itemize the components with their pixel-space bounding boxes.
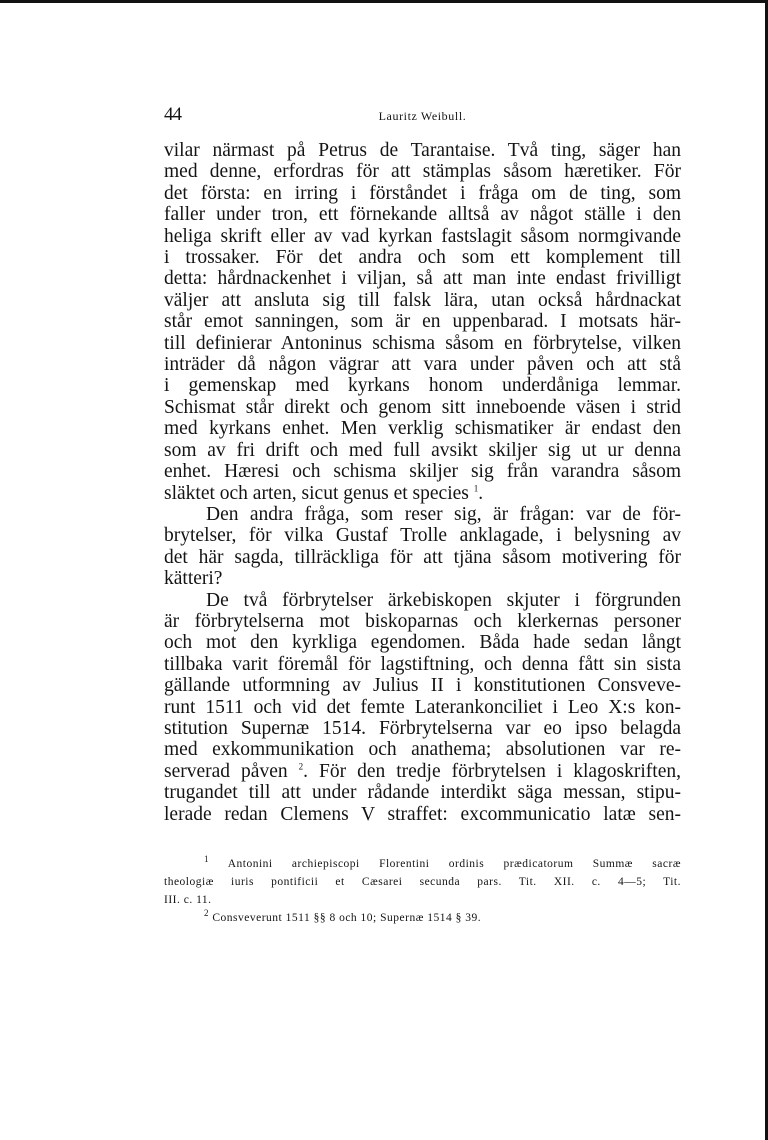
text-line: runt 1511 och vid det femte Laterankonciliet i Leo X:s kon- bbox=[164, 696, 681, 718]
footnote-reference[interactable]: 2 bbox=[298, 761, 304, 772]
text-line: med kyrkans enhet. Men verklig schismatiker är endast den bbox=[164, 418, 681, 440]
footnote-1 bbox=[164, 855, 681, 873]
text-line: står emot sanningen, som är en uppenbarad. I motsats här- bbox=[164, 311, 681, 333]
text-line: Den andra fråga, som reser sig, är frågan: var de för- bbox=[206, 503, 681, 525]
footnote-mark: 1 bbox=[204, 854, 209, 865]
paragraph-3 bbox=[164, 590, 681, 825]
footnote-2 bbox=[164, 909, 681, 927]
text-line: gällande utformning av Julius II i konstitutionen Consveve- bbox=[164, 675, 681, 697]
text-line: inträder då någon vägrar att vara under påven och att stå bbox=[164, 354, 681, 376]
text-line: lerade redan Clemens V straffet: excommunicatio latæ sen- bbox=[164, 803, 681, 825]
text-line: i trossaker. För det andra och som ett komplement till bbox=[164, 247, 681, 269]
page-frame-top bbox=[0, 0, 768, 3]
text-line: som av fri drift och med full avsikt skiljer sig ut ur denna bbox=[164, 439, 681, 461]
footnotes bbox=[164, 855, 681, 927]
page-number: 44 bbox=[164, 104, 181, 125]
text-line: det här sagda, tillräckliga för att tjäna såsom motivering för bbox=[164, 546, 681, 568]
footnote-1-line: III. c. 11. bbox=[164, 894, 212, 906]
text-line: är förbrytelserna mot biskoparnas och klerkernas personer bbox=[164, 610, 681, 632]
text-line: med denne, erfordras för att stämplas såsom hæretiker. För bbox=[164, 161, 681, 183]
text-line: tillbaka varit föremål för lagstiftning, och denna fått sin sista bbox=[164, 653, 681, 675]
footnote-text: Antonini archiepiscopi Florentini ordinis prædicatorum Summæ sacræ bbox=[227, 858, 681, 870]
paragraph-1 bbox=[164, 140, 681, 504]
text-line: och mot den kyrkliga egendomen. Båda hade sedan långt bbox=[164, 632, 681, 654]
text-line: detta: hårdnackenhet i viljan, så att man inte endast frivilligt bbox=[164, 268, 681, 290]
text-line: i gemenskap med kyrkans honom underdåniga lemmar. bbox=[164, 375, 681, 397]
text-line: heliga skrift eller av vad kyrkan fastslagit såsom normgivande bbox=[164, 225, 681, 247]
footnote-1-line: theologiæ iuris pontificii et Cæsarei secunda pars. Tit. XII. c. 4—5; Tit. bbox=[164, 876, 681, 888]
footnote-reference[interactable]: 1 bbox=[473, 483, 479, 493]
text-line: vilar närmast på Petrus de Tarantaise. Två ting, säger han bbox=[164, 140, 681, 161]
text-line: enhet. Hæresi och schisma skiljer sig från varandra såsom bbox=[164, 461, 681, 483]
text-line: brytelser, för vilka Gustaf Trolle anklagade, i belysning av bbox=[164, 525, 681, 547]
body-text bbox=[164, 140, 681, 825]
page-header bbox=[164, 104, 681, 126]
text-line: De två förbrytelser ärkebiskopen skjuter i förgrunden bbox=[206, 589, 681, 611]
text-line: väljer att ansluta sig till falsk lära, utan också hårdnackat bbox=[164, 289, 681, 311]
text-line: trugandet till att under rådande interdikt säga messan, stipu- bbox=[164, 782, 681, 804]
text-line: stitution Supernæ 1514. Förbrytelserna var eo ipso belagda bbox=[164, 717, 681, 739]
text-line: faller under tron, ett förnekande alltså av något ställe i den bbox=[164, 204, 681, 226]
running-head: Lauritz Weibull. bbox=[378, 109, 467, 123]
footnote-mark: 2 bbox=[204, 908, 209, 919]
text-fragment: . bbox=[478, 482, 484, 504]
footnote-text: Consveverunt 1511 §§ 8 och 10; Supernæ 1514 § 39. bbox=[212, 912, 482, 924]
text-line: det första: en irring i förståndet i fråga om de ting, som bbox=[164, 182, 681, 204]
text-fragment: . För den tredje förbrytelsen i klagoskriften, bbox=[303, 760, 682, 782]
text-fragment: släktet och arten, sicut genus et species bbox=[164, 482, 469, 504]
text-line bbox=[164, 761, 681, 782]
text-line: Schismat står direkt och genom sitt inneboende väsen i strid bbox=[164, 396, 681, 418]
text-fragment: serverad påven bbox=[164, 760, 288, 782]
text-line: med exkommunikation och anathema; absolutionen var re- bbox=[164, 739, 681, 761]
text-line: kätteri? bbox=[164, 568, 223, 590]
text-line bbox=[164, 483, 681, 504]
text-line: till definierar Antoninus schisma såsom en förbrytelse, vilken bbox=[164, 332, 681, 354]
paragraph-2 bbox=[164, 504, 681, 590]
